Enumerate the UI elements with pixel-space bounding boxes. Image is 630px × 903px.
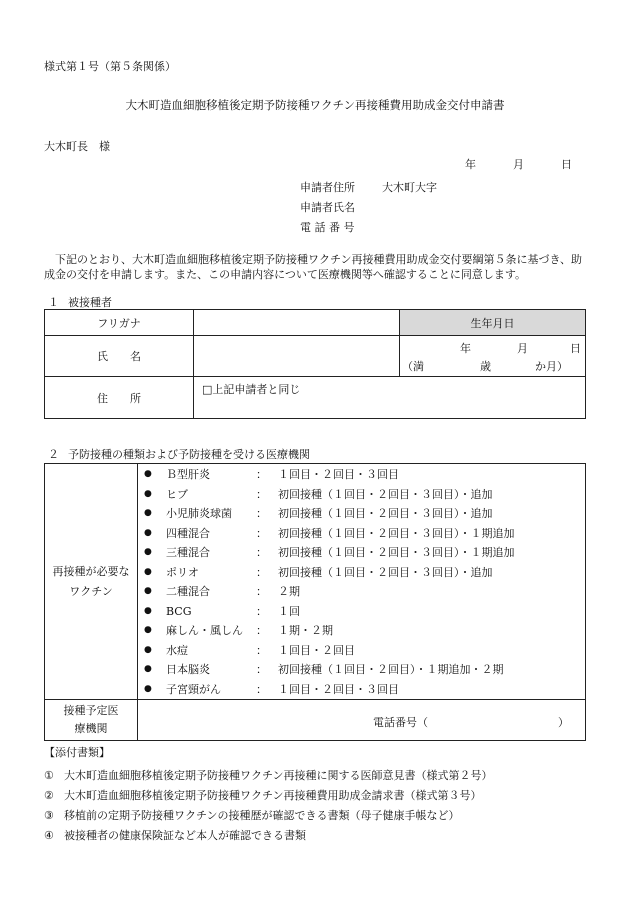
vaccine-name: 四種混合 (166, 526, 210, 540)
vaccine-colon: ： (256, 663, 267, 676)
applicant-phone-label: 電 話 番 号 (300, 221, 355, 234)
attachment-number: ① (44, 769, 54, 782)
vaccine-colon: ： (256, 682, 267, 696)
date-month-label: 月 (513, 158, 524, 171)
dob-year-label: 年 (460, 342, 471, 355)
vaccine-name: 水痘 (166, 643, 188, 657)
statement-paragraph: 下記のとおり、大木町造血細胞移植後定期予防接種ワクチン再接種費用助成金交付要綱第５条に基づき、助成金の交付を申請します。また、この申請内容について医療機関等へ確認することに同意します。 (44, 253, 583, 281)
vaccine-item (138, 602, 585, 622)
vaccine-item (138, 543, 585, 563)
vaccine-colon: ： (256, 546, 267, 559)
vaccine-colon: ： (256, 604, 267, 618)
vaccine-name: ポリオ (166, 565, 199, 579)
vaccine-colon: ： (256, 565, 267, 579)
bullet-icon: ● (144, 664, 152, 674)
vaccine-schedule: １期・２期 (278, 624, 333, 637)
section1-number: １ (48, 296, 59, 309)
vaccine-item (138, 641, 585, 661)
dob-label: 生年月日 (400, 310, 586, 336)
bullet-icon: ● (144, 586, 152, 596)
vaccine-colon: ： (256, 643, 267, 657)
bullet-icon: ● (144, 488, 152, 499)
section1-title: 被接種者 (68, 296, 112, 309)
bullet-icon: ● (144, 644, 152, 655)
bullet-icon: ● (144, 527, 152, 538)
vaccine-name: Ｂ型肝炎 (166, 468, 210, 481)
vaccine-item (138, 563, 585, 583)
attachment-number: ③ (44, 809, 54, 822)
vaccine-schedule: １回目・２回目・３回目 (278, 682, 399, 696)
vaccine-item (138, 582, 585, 602)
applicant-address-label: 申請者住所 (300, 181, 355, 194)
vaccine-name: 麻しん・風しん (166, 624, 243, 637)
vaccine-schedule: 初回接種（１回目・２回目・３回目）・１期追加 (278, 546, 515, 559)
attachment-text: 大木町造血細胞移植後定期予防接種ワクチン再接種費用助成金請求書（様式第３号） (64, 789, 482, 802)
vaccine-item (138, 504, 585, 524)
vaccine-colon: ： (256, 624, 267, 637)
vaccines-label: 再接種が必要なワクチン (45, 464, 138, 700)
vaccine-schedule: １回 (278, 604, 300, 618)
vaccine-schedule: 初回接種（１回目・２回目・３回目）・追加 (278, 487, 493, 501)
bullet-icon: ● (144, 547, 152, 557)
attachment-text: 移植前の定期予防接種ワクチンの接種歴が確認できる書類（母子健康手帳など） (64, 809, 460, 822)
vaccine-item (138, 465, 585, 485)
age-open-label: （満 (402, 360, 424, 373)
name-label: 氏 名 (45, 336, 194, 377)
vaccine-item (138, 680, 585, 700)
bullet-icon: ● (144, 508, 152, 518)
vaccine-colon: ： (256, 526, 267, 540)
furigana-field[interactable] (194, 310, 400, 336)
recipient-table (44, 309, 586, 419)
attachment-item (44, 809, 459, 822)
age-years-label: 歳 (480, 360, 491, 373)
vaccine-list-cell (138, 464, 586, 700)
applicant-name-label: 申請者氏名 (300, 201, 355, 214)
name-field[interactable] (194, 336, 400, 377)
vaccine-schedule: １回目・２回目・３回目 (278, 468, 399, 481)
bullet-icon: ● (144, 625, 152, 635)
dob-day-label: 日 (570, 342, 581, 355)
vaccine-item (138, 524, 585, 544)
dob-field[interactable] (400, 336, 586, 377)
bullet-icon: ● (144, 683, 152, 694)
attachments-title: 【添付書類】 (44, 746, 110, 759)
vaccine-schedule: 初回接種（１回目・２回目）・１期追加・２期 (278, 663, 504, 676)
section2-number: ２ (48, 448, 59, 461)
address-label: 住 所 (45, 377, 194, 419)
vaccine-schedule: １回目・２回目 (278, 643, 355, 657)
section2-title: 予防接種の種類および予防接種を受ける医療機関 (68, 448, 310, 461)
clinic-label: 接種予定医療機関 (45, 700, 138, 741)
vaccine-item (138, 485, 585, 505)
vaccine-colon: ： (256, 585, 267, 598)
bullet-icon: ● (144, 605, 152, 616)
vaccine-schedule: ２期 (278, 585, 300, 598)
bullet-icon: ● (144, 566, 152, 577)
vaccine-list (138, 464, 585, 699)
section1-heading (48, 296, 112, 309)
addressee: 大木町長 様 (44, 140, 110, 153)
vaccine-schedule: 初回接種（１回目・２回目・３回目）・追加 (278, 507, 493, 520)
clinic-phone-close: ） (558, 716, 569, 729)
date-year-label: 年 (465, 158, 476, 171)
section2-heading (48, 448, 310, 461)
attachment-item (44, 829, 306, 842)
furigana-label: フリガナ (45, 310, 194, 336)
vaccine-schedule: 初回接種（１回目・２回目・３回目）・１期追加 (278, 526, 515, 540)
vaccine-name: 子宮頸がん (166, 682, 221, 696)
document-title: 大木町造血細胞移植後定期予防接種ワクチン再接種費用助成金交付申請書 (125, 98, 505, 112)
vaccine-colon: ： (256, 468, 267, 481)
vaccine-item (138, 621, 585, 641)
dob-month-label: 月 (517, 342, 528, 355)
attachment-item (44, 769, 492, 782)
vaccine-name: 二種混合 (166, 585, 210, 598)
attachment-item (44, 789, 481, 802)
vaccine-name: 小児肺炎球菌 (166, 507, 232, 520)
attachment-number: ② (44, 789, 54, 802)
applicant-address-value: 大木町大字 (382, 181, 437, 194)
attachment-number: ④ (44, 829, 54, 842)
attachment-text: 被接種者の健康保険証など本人が確認できる書類 (64, 829, 306, 842)
clinic-phone-label: 電話番号（ (373, 716, 428, 729)
vaccine-name: 日本脳炎 (166, 663, 210, 676)
date-day-label: 日 (561, 158, 572, 171)
vaccine-name: 三種混合 (166, 546, 210, 559)
vaccine-schedule: 初回接種（１回目・２回目・３回目）・追加 (278, 565, 493, 579)
attachment-text: 大木町造血細胞移植後定期予防接種ワクチン再接種に関する医師意見書（様式第２号） (64, 769, 493, 782)
vaccine-colon: ： (256, 487, 267, 501)
vaccine-name: ヒブ (166, 487, 188, 501)
bullet-icon: ● (144, 469, 152, 479)
clinic-field[interactable] (138, 700, 586, 741)
age-months-label: か月） (535, 360, 568, 373)
vaccine-table (44, 463, 586, 741)
form-number: 様式第１号（第５条関係） (44, 60, 176, 73)
vaccine-item (138, 660, 585, 680)
same-as-applicant-checkbox[interactable]: □上記申請者と同じ (202, 383, 301, 396)
vaccine-colon: ： (256, 507, 267, 520)
address-field[interactable] (194, 377, 586, 419)
vaccine-name: BCG (166, 604, 192, 618)
